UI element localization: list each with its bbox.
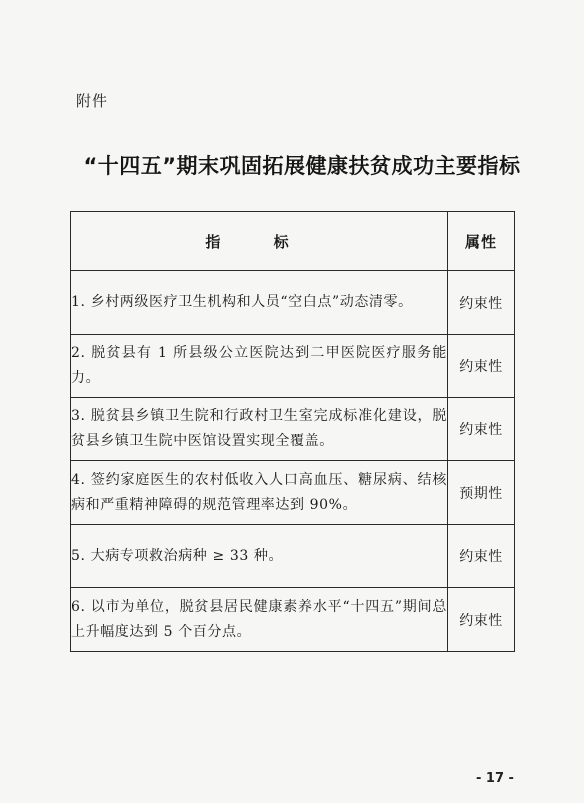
attribute-cell: 约束性 <box>448 525 515 588</box>
indicator-table <box>70 211 515 652</box>
attachment-label: 附件 <box>76 92 109 110</box>
indicator-cell: 4. 签约家庭医生的农村低收入人口高血压、糖尿病、结核病和严重精神障碍的规范管理率达到 90%。 <box>71 461 448 525</box>
attribute-cell: 约束性 <box>448 588 515 652</box>
indicator-cell: 3. 脱贫县乡镇卫生院和行政村卫生室完成标准化建设，脱贫县乡镇卫生院中医馆设置实现全覆盖。 <box>71 398 448 461</box>
indicator-cell: 6. 以市为单位，脱贫县居民健康素养水平“十四五”期间总上升幅度达到 5 个百分点。 <box>71 588 448 652</box>
attribute-cell: 预期性 <box>448 461 515 525</box>
table-row <box>71 461 515 525</box>
table-row <box>71 271 515 335</box>
attribute-cell: 约束性 <box>448 335 515 398</box>
indicator-cell: 5. 大病专项救治病种 ≥ 33 种。 <box>71 525 448 588</box>
header-indicator: 指 标 <box>71 212 448 271</box>
document-title: “十四五”期末巩固拓展健康扶贫成功主要指标 <box>83 154 521 178</box>
page-number: - 17 - <box>476 771 514 786</box>
table-header-row <box>71 212 515 271</box>
attribute-cell: 约束性 <box>448 271 515 335</box>
indicator-cell: 1. 乡村两级医疗卫生机构和人员“空白点”动态清零。 <box>71 271 448 335</box>
attribute-cell: 约束性 <box>448 398 515 461</box>
table-row <box>71 335 515 398</box>
header-attribute: 属性 <box>448 212 515 271</box>
table-row <box>71 525 515 588</box>
indicator-cell: 2. 脱贫县有 1 所县级公立医院达到二甲医院医疗服务能力。 <box>71 335 448 398</box>
table-row <box>71 398 515 461</box>
table-row <box>71 588 515 652</box>
